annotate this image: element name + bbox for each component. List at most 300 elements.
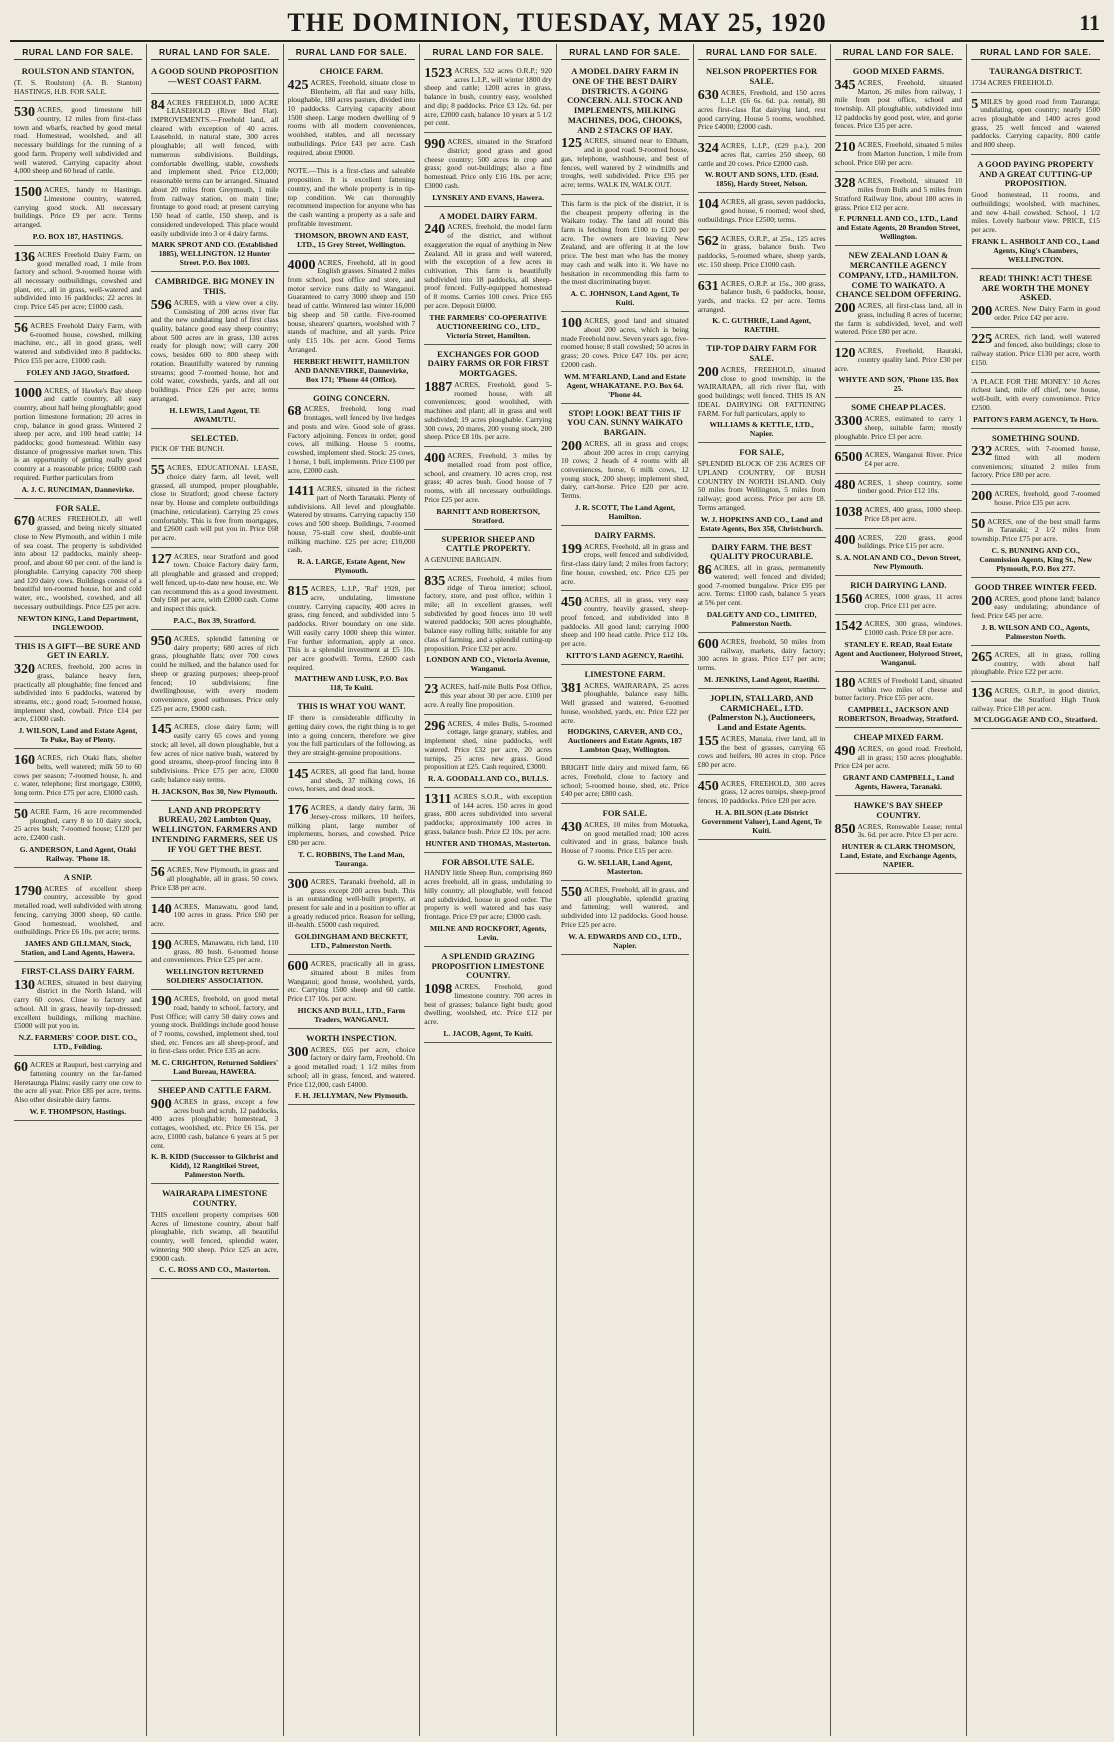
ad-text: ACRES, situated in the richest part of North Taranaki. Plenty of subdivisions. All level and ploughable. Watered by streams. Carrying capacity 150 cows and 500 sheep. Buildings, 7-roomed house, 75-stall cow shed, double-unit milking machine. £25 per acre; £10,000 cash. [287, 484, 416, 555]
advertisement [14, 751, 142, 803]
ad-text: ACRES, 10 miles from Motueka, on good metalled road; 100 acres cultivated and in grass, balance bush. House of 7 rooms. Price £15 per acre. [561, 819, 689, 856]
advertisement [835, 730, 963, 796]
ad-body [561, 317, 689, 369]
advertisement [424, 855, 552, 947]
ad-text: A GENUINE BARGAIN. [424, 555, 502, 565]
ad-body [835, 451, 963, 468]
ad-body [971, 518, 1100, 544]
agent-signature: STANLEY E. READ, Real Estate Agent and Auctioneer, Holyrood Street, Wanganui. [834, 639, 963, 667]
advertisement [835, 798, 963, 874]
ad-heading: STOP! LOOK! BEAT THIS IF YOU CAN. SUNNY WAIKATO BARGAIN. [566, 407, 683, 438]
ad-body [835, 823, 963, 840]
ad-body [561, 886, 689, 930]
advertisement [835, 578, 963, 615]
advertisement [561, 667, 689, 759]
ad-heading: SELECTED. [190, 432, 239, 443]
ad-heading: TAURANGA DISTRICT. [989, 66, 1082, 76]
ad-body [835, 620, 963, 637]
ad-text: ACRES FREEHOLD, 1000 ACRE LEASEHOLD (River Bed Flat). IMPROVEMENTS.—Freehold land, all cleared with exception of 40 acres. Leasehold, in natural state, 300 acres ploughable; all well fenced, with numerous subdivisions. Buildings, comfortable dwelling, stable, cowsheds and implement shed. Price £12,000; reasonable terms can be arranged. Situated about 20 miles from Greymouth, 1 mile from railway station, on main line; frontage to good road; at present carrying 150 head of cattle, 150 sheep, and is considered undeveloped. This place would easily subdivide into 3 or 4 dairy farms. [150, 97, 279, 238]
ad-body [971, 333, 1100, 368]
ad-heading: SOMETHING SOUND. [991, 432, 1080, 443]
ad-text: ACRES, Freehold, 3 miles by metalled road from post office, school, and creamery. 10 acres crop, rest grass; 40 acres bush. Good house of 7 rooms, with all necessary outbuildings. Price £25 per acre. [424, 451, 552, 504]
agent-signature: J. R. SCOTT, The Land Agent, Hamilton. [574, 502, 676, 521]
ad-text: ACRES Freehold Dairy Farm, on good metalled road, 1 mile from factory and school. 9-roomed house with all necessary outbuildings, cowshed and plant, etc., all in grass, well-watered and subdivided into 16 paddocks; 22 acres in crop. Price £45 per acre; £1000 cash. [14, 249, 142, 312]
ad-heading: A MODEL DAIRY FARM IN ONE OF THE BEST DAIRY DISTRICTS. A GOING CONCERN. ALL STOCK AND IMPLEMENTS, MILKING MACHINES, DOG, CHOOKS, AND 2 STACKS OF HAY. [567, 66, 683, 135]
ad-body [698, 780, 826, 806]
column-heading: RURAL LAND FOR SALE. [151, 44, 279, 60]
ad-text: ACRES, with 7-roomed house, fitted with all modern conveniences; situated 2 miles from factory. Price £80 per acre. [971, 444, 1100, 480]
acreage-figure: 145 [150, 722, 172, 738]
advertisement [14, 248, 142, 317]
advertisement [971, 648, 1100, 682]
ad-heading: CHEAP MIXED FARM. [853, 732, 944, 743]
ad-text: ACRES, O.R.P., in good district, near the Stratford High Trunk railway. Price £18 per acre. [971, 686, 1100, 713]
acreage-figure: 200 [697, 365, 719, 381]
advertisement [151, 431, 279, 460]
advertisement [288, 164, 416, 253]
advertisement [151, 936, 279, 990]
ad-body [561, 137, 689, 189]
agent-signature: R. A. GOODALL AND CO., BULLS. [427, 773, 549, 783]
acreage-figure: 900 [150, 1096, 172, 1112]
acreage-figure: 5 [971, 96, 979, 112]
ad-heading: EXCHANGES FOR GOOD DAIRY FARMS OR FOR FIRST MORTGAGES. [427, 348, 549, 379]
acreage-figure: 84 [150, 97, 165, 113]
ad-text: ACRES, Freehold, situated 5 miles from Marton Junction, 1 mile from school. Price £60 per acre. [834, 140, 963, 167]
advertisement [971, 431, 1100, 486]
ad-text: ACRES, all in grass, rolling country, with about half ploughable. Price £22 per acre. [971, 649, 1100, 677]
acreage-figure: 50 [971, 516, 986, 532]
agent-signature: FOLEY AND JAGO, Stratford. [26, 367, 130, 377]
agent-signature: H. JACKSON, Box 30, New Plymouth. [151, 786, 278, 796]
ad-body [561, 596, 689, 648]
advertisement [14, 103, 142, 181]
acreage-figure: 430 [561, 819, 582, 835]
advertisement [151, 64, 279, 94]
advertisement [835, 503, 963, 528]
advertisement [424, 64, 552, 133]
acreage-figure: 480 [834, 477, 856, 493]
agent-signature: GRANT AND CAMPBELL, Land Agents, Hawera, Taranaki. [842, 773, 954, 791]
ad-text: ACRES, Manawatu, rich land, 110 grass, 80 bush. 6-roomed house and conveniences. Price £25 per acre. [150, 937, 279, 965]
agent-signature: HODGKINS, CARVER, AND CO., Auctioneers and Estate Agents, 187 Lambton Quay, Wellington. [567, 727, 683, 755]
ad-body [971, 305, 1100, 322]
advertisement [14, 639, 142, 750]
agent-signature: S. A. NOLAN AND CO., Devon Street, New Plymouth. [835, 553, 961, 572]
ad-text: 1734 ACRES FREEHOLD. [971, 77, 1054, 87]
advertisement [561, 806, 689, 881]
ad-body [424, 869, 552, 921]
classified-columns [10, 44, 1104, 1736]
advertisement [698, 232, 826, 275]
ad-text: ACRES, with a view over a city. Consisting of 200 acres river flat and the new undulating land of first class quality, balance good easy sheep country; about 500 acres are in grass, 130 acres ready for plough now; will carry 200 cows, besides 600 to 800 sheep with rotation. Beautifully watered by running streams; good 7-roomed house, hot and cold water, cowsheds, yards, and all out buildings. Price £26 per acre; terms arranged. [150, 297, 279, 403]
ad-body [424, 793, 552, 837]
ad-body [971, 378, 1100, 413]
ad-text: ACRES, all in grass, permanently watered; well fenced and divided; good 7-roomed bungalow. Price £95 per acre. Terms: £1000 cash, balance 5 years at 5% per cent. [697, 563, 826, 608]
ad-text: ACRES, splendid fattening or dairy property; 680 acres of rich grass, ploughable flats; over 700 cows could be milked, and the balance used for sheep or grazing purposes; sheep-proof fenced; 10 subdivisions; fine dwellinghouse, with every modern convenience, good outhouses. Price only £25 per acre, £9000 cash. [150, 633, 279, 713]
advertisement [971, 64, 1100, 93]
advertisement [698, 540, 826, 633]
ad-text: 'A PLACE FOR THE MONEY.' 10 Acres richest land, mile off chief, new house, well-built, with every convenience. Price £2500. [971, 376, 1100, 412]
ad-text: ACRES, Manaia, river land, all in the best of grasses, carrying 65 cows and heifers, 80 acres in crop. Price £80 per acre. [697, 733, 826, 769]
acreage-figure: 550 [561, 884, 582, 900]
advertisement [288, 875, 416, 955]
advertisement [424, 209, 552, 345]
ad-heading: A GOOD PAYING PROPERTY AND A GREAT CUTTING-UP PROPOSITION. [977, 158, 1094, 189]
acreage-figure: 4000 [287, 257, 316, 273]
ad-text: THIS excellent property comprises 600 Acres of limestone country, about half ploughable, rich swamp, all beautiful country, well fenced, splendid water, wintering 900 sheep. Price £25 an acre, £9000 cash. [150, 1209, 279, 1263]
ad-text: ACRES, freehold, long road frontages, well fenced by live hedges and posts and wire. Good sole of grass. Factory adjoining. Fences in order, good cows, all milking. House 5 rooms, cowshed, implement shed. Stock: 25 cows, 1 horse, 1 bull, implements. Price £100 per acre, £2000 cash. [287, 404, 416, 475]
column-heading: RURAL LAND FOR SALE. [835, 44, 963, 60]
column-8 [967, 44, 1104, 1736]
advertisement [561, 197, 689, 312]
advertisement [835, 400, 963, 446]
column-heading: RURAL LAND FOR SALE. [698, 44, 826, 60]
acreage-figure: 835 [424, 573, 446, 589]
acreage-figure: 160 [14, 753, 35, 769]
acreage-figure: 127 [150, 551, 172, 567]
ad-text: ACRES, on good road. Freehold, all in grass; 150 acres ploughable. Price £24 per acre. [834, 743, 963, 771]
column-1 [10, 44, 147, 1736]
ad-text: ACRES, Freehold, good 5-roomed house, with all conveniences; good woolshed, with machines and plant; all in grass and well subdivided; 19 acres ploughable. Carrying 300 cows, 20 mares, 200 young stock, 200 sheep. Price £8 10s. per acre. [424, 379, 552, 442]
advertisement [424, 449, 552, 529]
ad-text: ACRES, all in grass and crops; about 200 acres in crop; carrying 10 cows; 2 heads of 4 rooms with all conveniences, horse, 6 milk cows, 12 young stock, 200 sheep; implement shed, dairy, cart-horse. Price £20 per acre. Terms. [561, 438, 689, 501]
ad-text: ACRES, freehold, good 7-roomed house. Price £35 per acre. [994, 489, 1100, 507]
ad-heading: A MODEL DAIRY FARM. [439, 210, 538, 221]
agent-signature: J. WILSON, Land and Estate Agent, Te Puke, Bay of Plenty. [18, 726, 138, 745]
ad-body [151, 464, 279, 543]
column-heading: RURAL LAND FOR SALE. [14, 44, 142, 60]
agent-signature: THE FARMERS' CO-OPERATIVE AUCTIONEERING CO., LTD., Victoria Street, Hamilton. [429, 312, 547, 340]
ad-text: ACRES, 400 grass, 1000 sheep. Price £8 per acre. [864, 505, 963, 523]
ad-body [971, 79, 1100, 88]
advertisement [971, 95, 1100, 155]
ad-text: ACRES, situated in best dairying district in the North Island, will carry 60 cows. Close to factory and school. All in grass, heavily top-dressed; excellent buildings, milking machine. £5000 will put you in. [14, 977, 142, 1031]
ad-body [14, 79, 142, 96]
advertisement [835, 174, 963, 246]
advertisement [288, 482, 416, 580]
ad-text: ACRES, Taranaki freehold, all in grass except 200 acres bush. This is an outstanding well-built property, at present for sale and in a position to offer at a greatly reduced price. Reason for selling, ill-health. £5000 cash required. [287, 876, 416, 930]
ad-body [561, 764, 689, 799]
advertisement [835, 344, 963, 398]
advertisement [151, 992, 279, 1081]
advertisement [14, 870, 142, 962]
acreage-figure: 265 [971, 649, 993, 665]
ad-heading: SOME CHEAP PLACES. [851, 402, 946, 413]
advertisement [424, 949, 552, 1043]
agent-signature: KITTO'S LAND AGENCY, Raetihi. [566, 650, 684, 660]
acreage-figure: 155 [697, 733, 719, 749]
ad-body [14, 106, 142, 176]
ad-heading: A GOOD SOUND PROPOSITION—WEST COAST FARM. [150, 66, 279, 86]
ad-text: ACRES, WAIRARAPA, 25 acres ploughable, balance easy hills. Well grassed and watered, 6-roomed house, woolshed, yards, etc. Price £22 per acre. [561, 680, 689, 725]
agent-signature: WM. M'FARLAND, Land and Estate Agent, WHAKATANE. P.O. Box 64. 'Phone 44. [563, 371, 686, 399]
ad-text: ACRES, 220 grass, good buildings. Price £15 per acre. [857, 532, 963, 551]
ad-body [151, 635, 279, 714]
agent-signature: CAMPBELL, JACKSON AND ROBERTSON, Broadway, Stratford. [838, 705, 959, 724]
acreage-figure: 104 [697, 197, 719, 213]
ad-heading: TIP-TOP DAIRY FARM FOR SALE. [706, 343, 817, 364]
masthead [10, 6, 1104, 42]
ad-text: ACRES FREEHOLD, all well grassed, and being nicely situated close to New Plymouth, and within 1 mile of sea coast. The property is subdivided into about 12 paddocks, mainly sheep-proof, and about 60 per cent. of the land is ploughable. Carrying capacity 700 sheep and 120 dairy cows. Buildings consist of a beautiful ten-roomed house, hot and cold water, etc., woolshed, cowshed, and all necessary outbuildings. Price £25 per acre. [14, 514, 142, 611]
ad-body [151, 1098, 279, 1150]
ad-heading: SHEEP AND CATTLE FARM. [158, 1085, 272, 1096]
ad-heading: A SPLENDID GRAZING PROPOSITION LIMESTONE COUNTRY. [431, 950, 545, 981]
ad-text: ACRES, good phone land; balance easy undulating; abundance of feed. Price £45 per acre. [971, 593, 1100, 621]
ad-text: HANDY little Sheep Run, comprising 860 acres freehold, all in grass, undulating to hilly country, all ploughable, well fenced and subdivided, house in good order. The property is well watered and has easy frontage. Price £9 per acre; £3000 cash. [424, 868, 552, 922]
ad-heading: NEW ZEALAND LOAN & MERCANTILE AGENCY COMPANY, LTD., HAMILTON. COME TO WAIKATO. A CHANCE SELDOM OFFERING. [835, 250, 961, 300]
ad-body [288, 878, 416, 930]
agent-signature: DALGETY AND CO., LIMITED, Palmerston North. [706, 609, 817, 628]
ad-body [424, 452, 552, 504]
advertisement [288, 391, 416, 481]
ad-text: ACRES, near Stratford and good town. Choice Factory dairy farm, all ploughable and grassed and cropped; well fenced, up-to-date new house, etc. We can recommend this as a good investment. Only £68 per acre, with £2000 cash. Come and inspect this quick. [150, 551, 279, 614]
agent-signature: MILNE AND ROCKFORT, Agents, Levin. [430, 923, 547, 942]
ad-body [698, 638, 826, 673]
ad-body [561, 543, 689, 587]
advertisement [698, 445, 826, 537]
ad-heading: DAIRY FARM. THE BEST QUALITY PROCURABLE. [710, 541, 814, 562]
acreage-figure: 200 [971, 489, 993, 505]
acreage-figure: 6500 [834, 450, 863, 466]
ad-text: ACRES, situated in the Stratford district; good grass and good cheese country; 500 acres in crop and grass; good out-buildings; also a fine homestead. Price only £16 10s. per acre; £3000 cash. [424, 137, 552, 190]
ad-text: ACRES, 300 grass, windows. £1000 cash. Price £8 per acre. [864, 619, 963, 638]
acreage-figure: 562 [697, 233, 719, 249]
ad-heading: RICH DAIRYING LAND. [850, 580, 947, 591]
ad-text: MILES by good road from Tauranga; undulating, open country; nearly 1500 acres ploughable and 1400 acres good grass, 25 well fenced and watered paddocks. Carrying capacity, 800 cattle and 800 sheep. [971, 96, 1100, 150]
agent-signature: J. B. WILSON AND CO., Agents, Palmerston North. [981, 622, 1090, 641]
acreage-figure: 990 [424, 137, 446, 153]
ad-heading: A SNIP. [63, 871, 93, 882]
ad-text: BRIGHT little dairy and mixed farm, 66 acres, Freehold, close to factory and school; 5-roomed house, shed, etc. Price £40 per acre; £800 cash. [561, 763, 689, 799]
ad-heading: FOR SALE, [739, 447, 784, 458]
advertisement [971, 515, 1100, 578]
ad-text: ACRES, all grass, seven paddocks, good house, 6 roomed; wool shed, outbuildings. Price £2500; terms. [697, 197, 826, 224]
advertisement [288, 801, 416, 873]
newspaper-title: THE DOMINION, TUESDAY, MAY 25, 1920 [287, 8, 827, 37]
agent-signature: N.Z. FARMERS' COOP. DIST. CO., LTD., Feilding. [18, 1033, 138, 1052]
column-heading: RURAL LAND FOR SALE. [424, 44, 552, 60]
advertisement [698, 64, 826, 137]
agent-signature: MARK SPROT AND CO. (Established 1885), WELLINGTON. 12 Hunter Street. P.O. Box 1003. [151, 240, 278, 268]
agent-signature: WHYTE AND SON, 'Phone 135. Box 25. [838, 375, 959, 394]
ad-body [288, 79, 416, 158]
advertisement [151, 632, 279, 719]
advertisement [698, 341, 826, 443]
acreage-figure: 210 [834, 140, 856, 156]
agent-signature: R. A. LARGE, Estate Agent, New Plymouth. [297, 557, 406, 576]
ad-text: SPLENDID BLOCK OF 236 ACRES OF UPLAND COUNTRY, OF BUSH COUNTRY IN NORTH ISLAND. Only 50 miles from Wellington, 5 miles from railway; good access. Price per acre £8. Terms arranged. [697, 459, 826, 512]
acreage-figure: 1311 [424, 791, 452, 807]
ad-body [698, 564, 826, 608]
acreage-figure: 130 [14, 977, 35, 993]
acreage-figure: 180 [834, 675, 856, 691]
agent-signature: C. C. ROSS AND CO., Masterton. [159, 1265, 271, 1275]
agent-signature: P.O. BOX 187, HASTINGS. [32, 231, 123, 241]
acreage-figure: 86 [697, 563, 712, 579]
ad-body [835, 177, 963, 212]
acreage-figure: 120 [834, 346, 856, 362]
acreage-figure: 200 [971, 593, 993, 609]
ad-heading: FOR ABSOLUTE SALE. [441, 856, 535, 867]
agent-signature: WILLIAMS & KETTLE, LTD., Napier. [709, 420, 814, 439]
ad-heading: THIS IS WHAT YOU WANT. [297, 701, 406, 712]
ad-body [288, 804, 416, 848]
acreage-figure: 630 [697, 87, 719, 103]
ad-text: ACRES, one of the best small farms in Taranaki; 2 1/2 miles from township. Price £75 per acre. [971, 516, 1100, 544]
advertisement [971, 487, 1100, 512]
ad-body [288, 1046, 416, 1090]
agent-signature: BARNITT AND ROBERTSON, Stratford. [436, 506, 540, 525]
ad-body [14, 387, 142, 483]
advertisement [288, 1031, 416, 1105]
ad-text: ACRES, estimated to carry 1 sheep, suitable farm; mostly ploughable. Price £3 per acre. [834, 414, 963, 441]
ad-body [424, 138, 552, 190]
ad-heading: FIRST-CLASS DAIRY FARM. [21, 965, 135, 976]
ad-body [288, 485, 416, 555]
advertisement [151, 720, 279, 800]
agent-signature: A. J. C. RUNCIMAN, Dannevirke. [21, 484, 135, 494]
ad-body [424, 381, 552, 442]
agent-signature: LYNSKEY AND EVANS, Hawera. [432, 192, 544, 202]
advertisement [288, 582, 416, 697]
ad-body [14, 1061, 142, 1105]
ad-body [835, 302, 963, 337]
advertisement [971, 375, 1100, 429]
acreage-figure: 400 [424, 451, 446, 467]
acreage-figure: 950 [150, 633, 172, 649]
ad-body [424, 720, 552, 772]
acreage-figure: 1790 [14, 883, 42, 899]
ad-body [698, 280, 826, 315]
ad-body [14, 322, 142, 366]
ad-text: PICK OF THE BUNCH. [150, 444, 225, 454]
advertisement [151, 274, 279, 428]
ad-text: ACRES, half-mile Bulls Post Office, this year about 30 per acre. £100 per acre. A really fine proposition. [424, 682, 552, 709]
acreage-figure: 200 [561, 438, 582, 454]
acreage-figure: 1500 [14, 185, 42, 201]
advertisement [151, 803, 279, 862]
advertisement [14, 805, 142, 868]
ad-text: ACRES of excellent sheep country, accessible by good metalled road, well subdivided with strong fencing, carrying 3000 sheep, 60 cattle. Good homestead, woolshed, and outbuildings. Price £6 10s. per acre; terms. [14, 883, 142, 937]
ad-text: IF there is considerable difficulty in getting dairy cows, the right thing is to get into a going concern, therefore we give you the full particulars of the following, as they are straight-genuine propositions. [287, 713, 416, 758]
ad-text: ACRES, L.I.P., (£29 p.a.), 200 acres flat, carries 250 sheep, 60 cattle and 20 cows. Price £2000 cash. [697, 141, 826, 168]
ad-text: ACRES, Manawatu, good land, 100 acres in grass. Price £60 per acre. [150, 901, 279, 929]
ad-text: ACRES, handy to Hastings. Limestone country, watered, carrying good stock. All necessary buildings. Price £9 per acre. Terms arranged. [14, 185, 142, 230]
acreage-figure: 125 [561, 136, 582, 152]
ad-body [424, 223, 552, 310]
ad-text: ACRES of Freehold Land, situated within two miles of cheese and butter factory. Price £55 per acre. [834, 675, 963, 703]
ad-body [151, 995, 279, 1056]
advertisement [561, 761, 689, 804]
ad-body [14, 754, 142, 798]
ad-heading: WAIRARAPA LIMESTONE COUNTRY. [162, 1188, 268, 1209]
ad-text: ACRES, Freehold, situated 10 miles from Bulls and 5 miles from Stratford Railway line, about 180 acres in grass. Price £12 per acre. [834, 176, 963, 212]
ad-body [14, 885, 142, 937]
ad-text: ACRES, O.R.P. at 15s., 300 grass, balance bush, 6 paddocks, house, yards, and tracks. £2 per acre. Terms arranged. [697, 278, 826, 314]
ad-text: Good homestead, 11 rooms, and outbuildings; woolshed, with machines, and new 4-bail cowshed. School, 1 1/2 miles. Lovely harbour view. PRICE, £15 per acre. [971, 190, 1100, 235]
ad-text: ACRES, L.I.P., 'Raf' 1928, per acre, undulating, limestone country. Carrying capacity, 400 acres in grass, ring fenced, and subdivided into 5 paddocks. River boundary on one side. Will easily carry 1000 sheep this winter. For further information, apply at once. This is a splendid investment at £5 10s. per acre goodwill. Terms, £2600 cash required. [287, 584, 416, 672]
advertisement [151, 96, 279, 273]
acreage-figure: 600 [697, 636, 719, 652]
column-4 [420, 44, 557, 1736]
ad-body [835, 745, 963, 771]
advertisement [151, 1083, 279, 1184]
advertisement [424, 347, 552, 447]
agent-signature: W. ROUT AND SONS, LTD. (Estd. 1856), Hardy Street, Nelson. [704, 170, 819, 189]
advertisement [971, 271, 1100, 328]
ad-heading: GOING CONCERN. [313, 392, 390, 403]
ad-text: ACRES, situated near to Eltham, and in good road. 9-roomed house, gas, telephone, washhouse, and best of fences, well watered by 2 windmills and troughs, well subdivided. Price £95 per acre; terms. WALK IN, WALK OUT. [561, 136, 689, 190]
advertisement [698, 139, 826, 193]
ad-text: ACRES, good limestone hill country, 12 miles from first-class town and wharfs, reached by good metal road. Homestead, woolshed, and all necessary buildings for the running of a good farm. Property well subdivided and well watered. Carrying capacity about 4,000 sheep and 60 head of cattle. [14, 105, 142, 176]
column-7 [831, 44, 968, 1736]
ad-body [288, 259, 416, 355]
acreage-figure: 60 [14, 1060, 28, 1076]
ad-body [835, 677, 963, 703]
agent-signature: G. ANDERSON, Land Agent, Otaki Railway. 'Phone 18. [19, 844, 136, 863]
acreage-figure: 1000 [14, 385, 42, 401]
ad-text: ACRES, all good flat land, house and sheds, 37 milking cows, 16 cows, horses, and dead stock. [287, 766, 416, 794]
advertisement [835, 674, 963, 728]
ad-text: ACRES in grass, except a few acres bush and scrub, 12 paddocks, 400 acres ploughable; homestead, 3 cottages, woolshed, etc. Price £6 15s. per acre, £1000 cash, balance 6 years at 5 per cent. [150, 1096, 279, 1150]
acreage-figure: 850 [834, 821, 856, 837]
ad-body [151, 939, 279, 965]
agent-signature: H. LEWIS, Land Agent, TE AWAMUTU. [169, 405, 260, 424]
ad-text: (T. S. Roulston) (A. B. Stanton) HASTINGS, H.B. FOR SALE. [14, 77, 142, 96]
agent-signature: W. F. THOMPSON, Hastings. [29, 1106, 127, 1116]
ad-text: ACRES, 1 sheep country, some timber good. Price £12 10s. [857, 477, 963, 496]
acreage-figure: 232 [971, 444, 993, 460]
advertisement [151, 900, 279, 934]
column-5 [557, 44, 694, 1736]
advertisement [698, 277, 826, 340]
advertisement [971, 684, 1100, 729]
acreage-figure: 425 [287, 77, 309, 93]
advertisement [288, 256, 416, 389]
acreage-figure: 3300 [834, 414, 863, 430]
ad-heading: FOR SALE. [55, 502, 101, 513]
agent-signature: F. H. JELLYMAN, New Plymouth. [294, 1091, 408, 1101]
advertisement [14, 319, 142, 382]
agent-signature: W. J. HOPKINS AND CO., Land and Estate Agents, Box 358, Christchurch. [700, 514, 824, 533]
advertisement [14, 64, 142, 101]
acreage-figure: 56 [150, 865, 165, 881]
advertisement [698, 691, 826, 775]
ad-body [14, 251, 142, 312]
ad-body [424, 556, 552, 565]
ad-body [698, 460, 826, 512]
acreage-figure: 1523 [424, 66, 453, 81]
acreage-figure: 320 [14, 662, 35, 678]
ad-body [424, 683, 552, 709]
column-6 [694, 44, 831, 1736]
acreage-figure: 200 [971, 304, 993, 320]
ad-body [835, 506, 963, 523]
ad-text: ACRES, Renewable Lease; rental 3s. 6d. per acre. Price £3 per acre. [857, 821, 963, 840]
advertisement [561, 64, 689, 195]
acreage-figure: 140 [150, 901, 172, 917]
ad-text: ACRES, Freehold, all in grass, and all ploughable, splendid grazing and fattening; well watered, and subdivided into 12 paddocks. Good house. Price £25 per acre. [561, 884, 689, 929]
advertisement [151, 550, 279, 630]
ad-body [698, 198, 826, 224]
advertisement [151, 461, 279, 548]
advertisement [151, 1186, 279, 1279]
ad-body [288, 167, 416, 228]
ad-body [835, 593, 963, 610]
acreage-figure: 400 [834, 532, 856, 548]
advertisement [561, 406, 689, 526]
